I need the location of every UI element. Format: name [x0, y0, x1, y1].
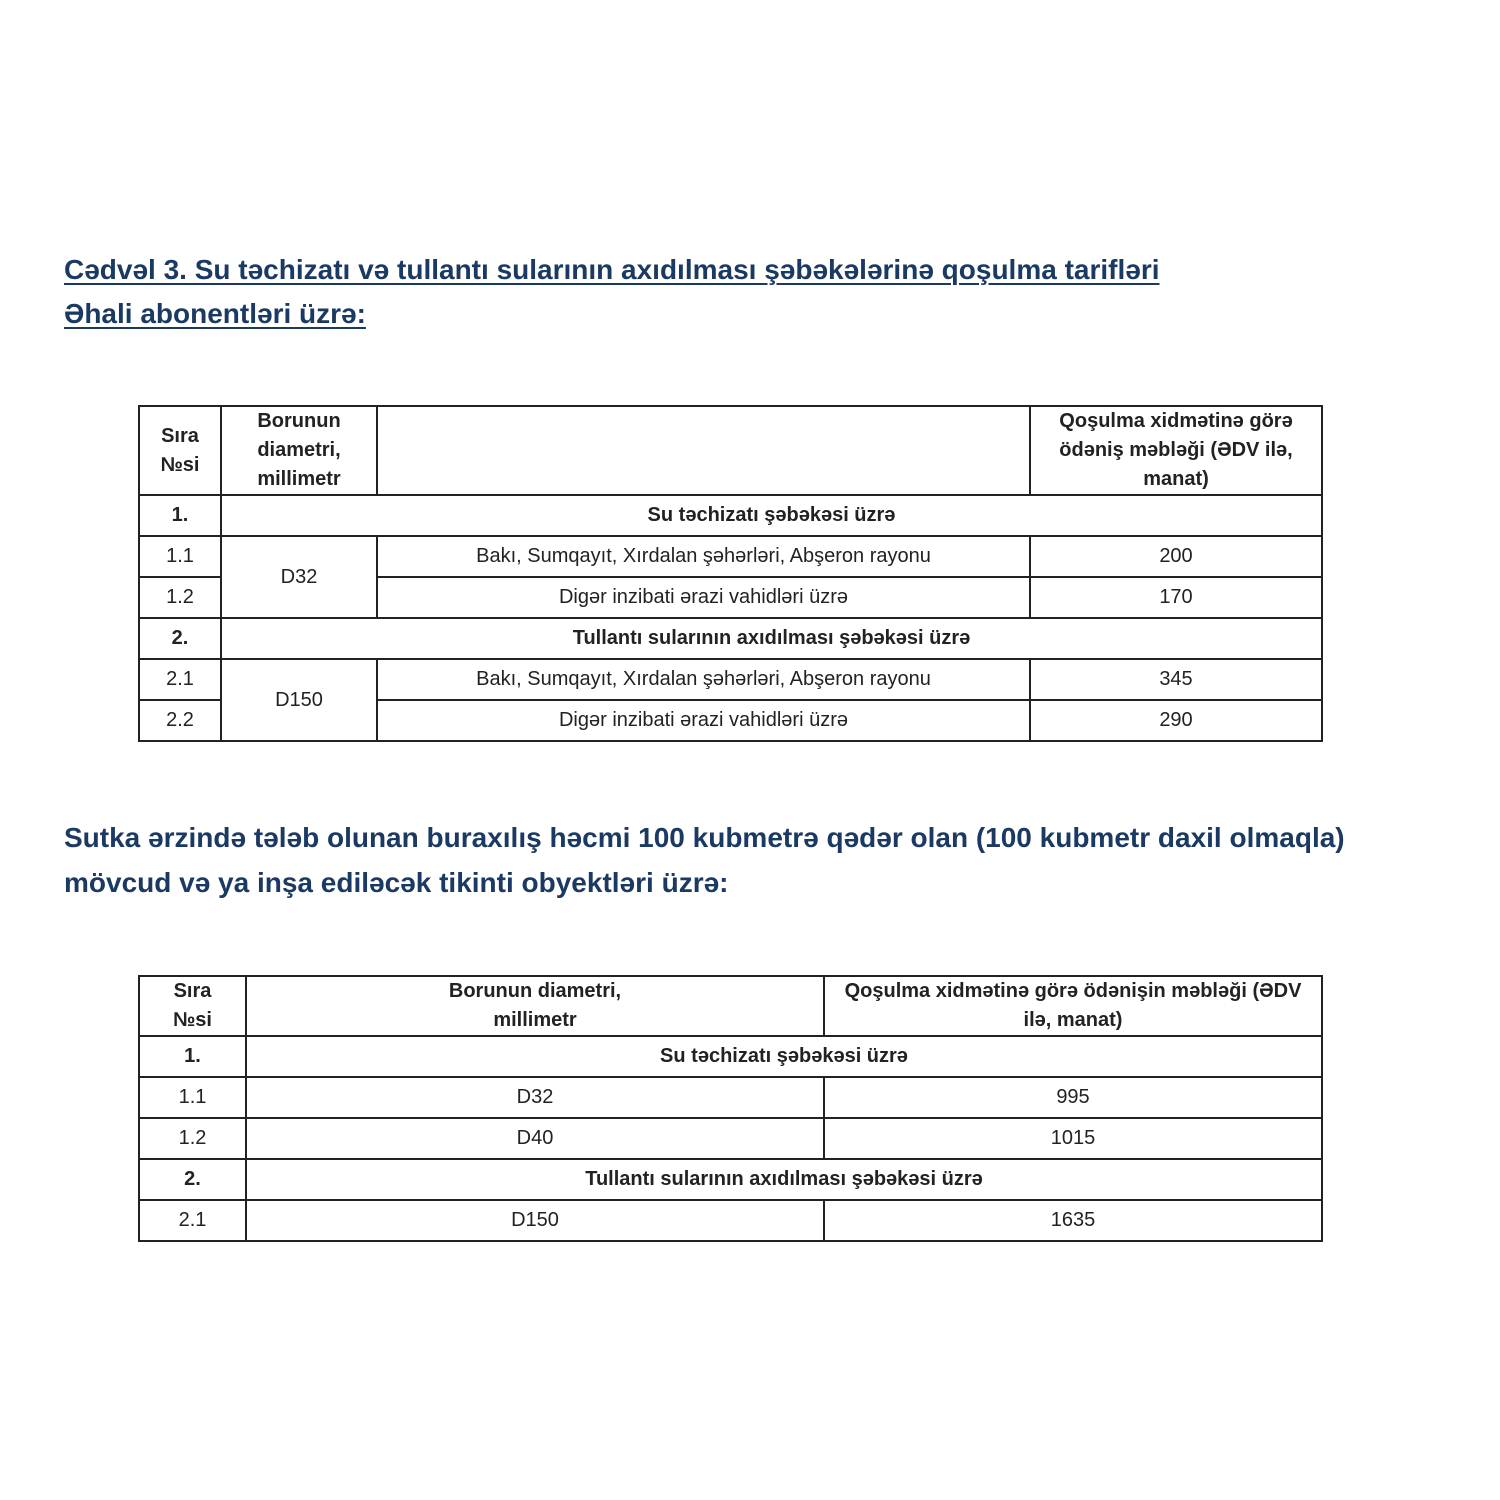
section-title: Tullantı sularının axıdılması şəbəkəsi üzrə [246, 1159, 1322, 1200]
row-diameter: D32 [221, 536, 377, 618]
row-amount: 290 [1030, 700, 1322, 741]
row-amount: 170 [1030, 577, 1322, 618]
section-row [139, 1159, 1322, 1200]
row-amount: 345 [1030, 659, 1322, 700]
row-number: 1.2 [139, 577, 221, 618]
title-line-2: Əhali abonentləri üzrə: [64, 298, 366, 329]
subtitle-line-1: Sutka ərzində tələb olunan buraxılış həcmi 100 kubmetrə qədər olan (100 kubmetr daxil olmaqla) [64, 822, 1345, 853]
section-row [139, 618, 1322, 659]
table-row [139, 536, 1322, 577]
section-number: 2. [139, 1159, 246, 1200]
row-diameter: D40 [246, 1118, 824, 1159]
section-number: 2. [139, 618, 221, 659]
table-row [139, 1077, 1322, 1118]
section-number: 1. [139, 495, 221, 536]
table-row [139, 659, 1322, 700]
section-title: Su təchizatı şəbəkəsi üzrə [246, 1036, 1322, 1077]
row-diameter: D32 [246, 1077, 824, 1118]
header-diameter: Borunun diametri, millimetr [221, 406, 377, 495]
row-area: Digər inzibati ərazi vahidləri üzrə [377, 577, 1030, 618]
table-row [139, 1118, 1322, 1159]
section-row [139, 495, 1322, 536]
row-amount: 995 [824, 1077, 1322, 1118]
construction-tariff-table [138, 975, 1323, 1242]
row-area: Bakı, Sumqayıt, Xırdalan şəhərləri, Abşeron rayonu [377, 659, 1030, 700]
header-amount: Qoşulma xidmətinə görə ödənişin məbləği (ƏDV ilə, manat) [824, 976, 1322, 1036]
section-row [139, 1036, 1322, 1077]
row-number: 2.1 [139, 659, 221, 700]
row-number: 1.1 [139, 536, 221, 577]
header-amount: Qoşulma xidmətinə görə ödəniş məbləği (ƏDV ilə, manat) [1030, 406, 1322, 495]
row-amount: 200 [1030, 536, 1322, 577]
row-amount: 1015 [824, 1118, 1322, 1159]
document-title [64, 248, 1160, 336]
header-area [377, 406, 1030, 495]
header-diameter: Borunun diametri, millimetr [246, 976, 824, 1036]
subtitle-line-2: mövcud və ya inşa ediləcək tikinti obyektləri üzrə: [64, 867, 729, 898]
row-diameter: D150 [246, 1200, 824, 1241]
row-area: Bakı, Sumqayıt, Xırdalan şəhərləri, Abşeron rayonu [377, 536, 1030, 577]
table-header-row [139, 406, 1322, 495]
title-line-1: Cədvəl 3. Su təchizatı və tullantı sularının axıdılması şəbəkələrinə qoşulma tarifləri [64, 254, 1160, 285]
row-number: 2.1 [139, 1200, 246, 1241]
row-amount: 1635 [824, 1200, 1322, 1241]
row-number: 1.2 [139, 1118, 246, 1159]
section-title: Tullantı sularının axıdılması şəbəkəsi üzrə [221, 618, 1322, 659]
section-number: 1. [139, 1036, 246, 1077]
row-number: 1.1 [139, 1077, 246, 1118]
header-number: Sıra №si [139, 976, 246, 1036]
population-tariff-table [138, 405, 1323, 742]
section-title: Su təchizatı şəbəkəsi üzrə [221, 495, 1322, 536]
row-diameter: D150 [221, 659, 377, 741]
table-row [139, 1200, 1322, 1241]
section-subtitle [64, 815, 1454, 905]
row-area: Digər inzibati ərazi vahidləri üzrə [377, 700, 1030, 741]
row-number: 2.2 [139, 700, 221, 741]
header-number: Sıra №si [139, 406, 221, 495]
table-header-row [139, 976, 1322, 1036]
